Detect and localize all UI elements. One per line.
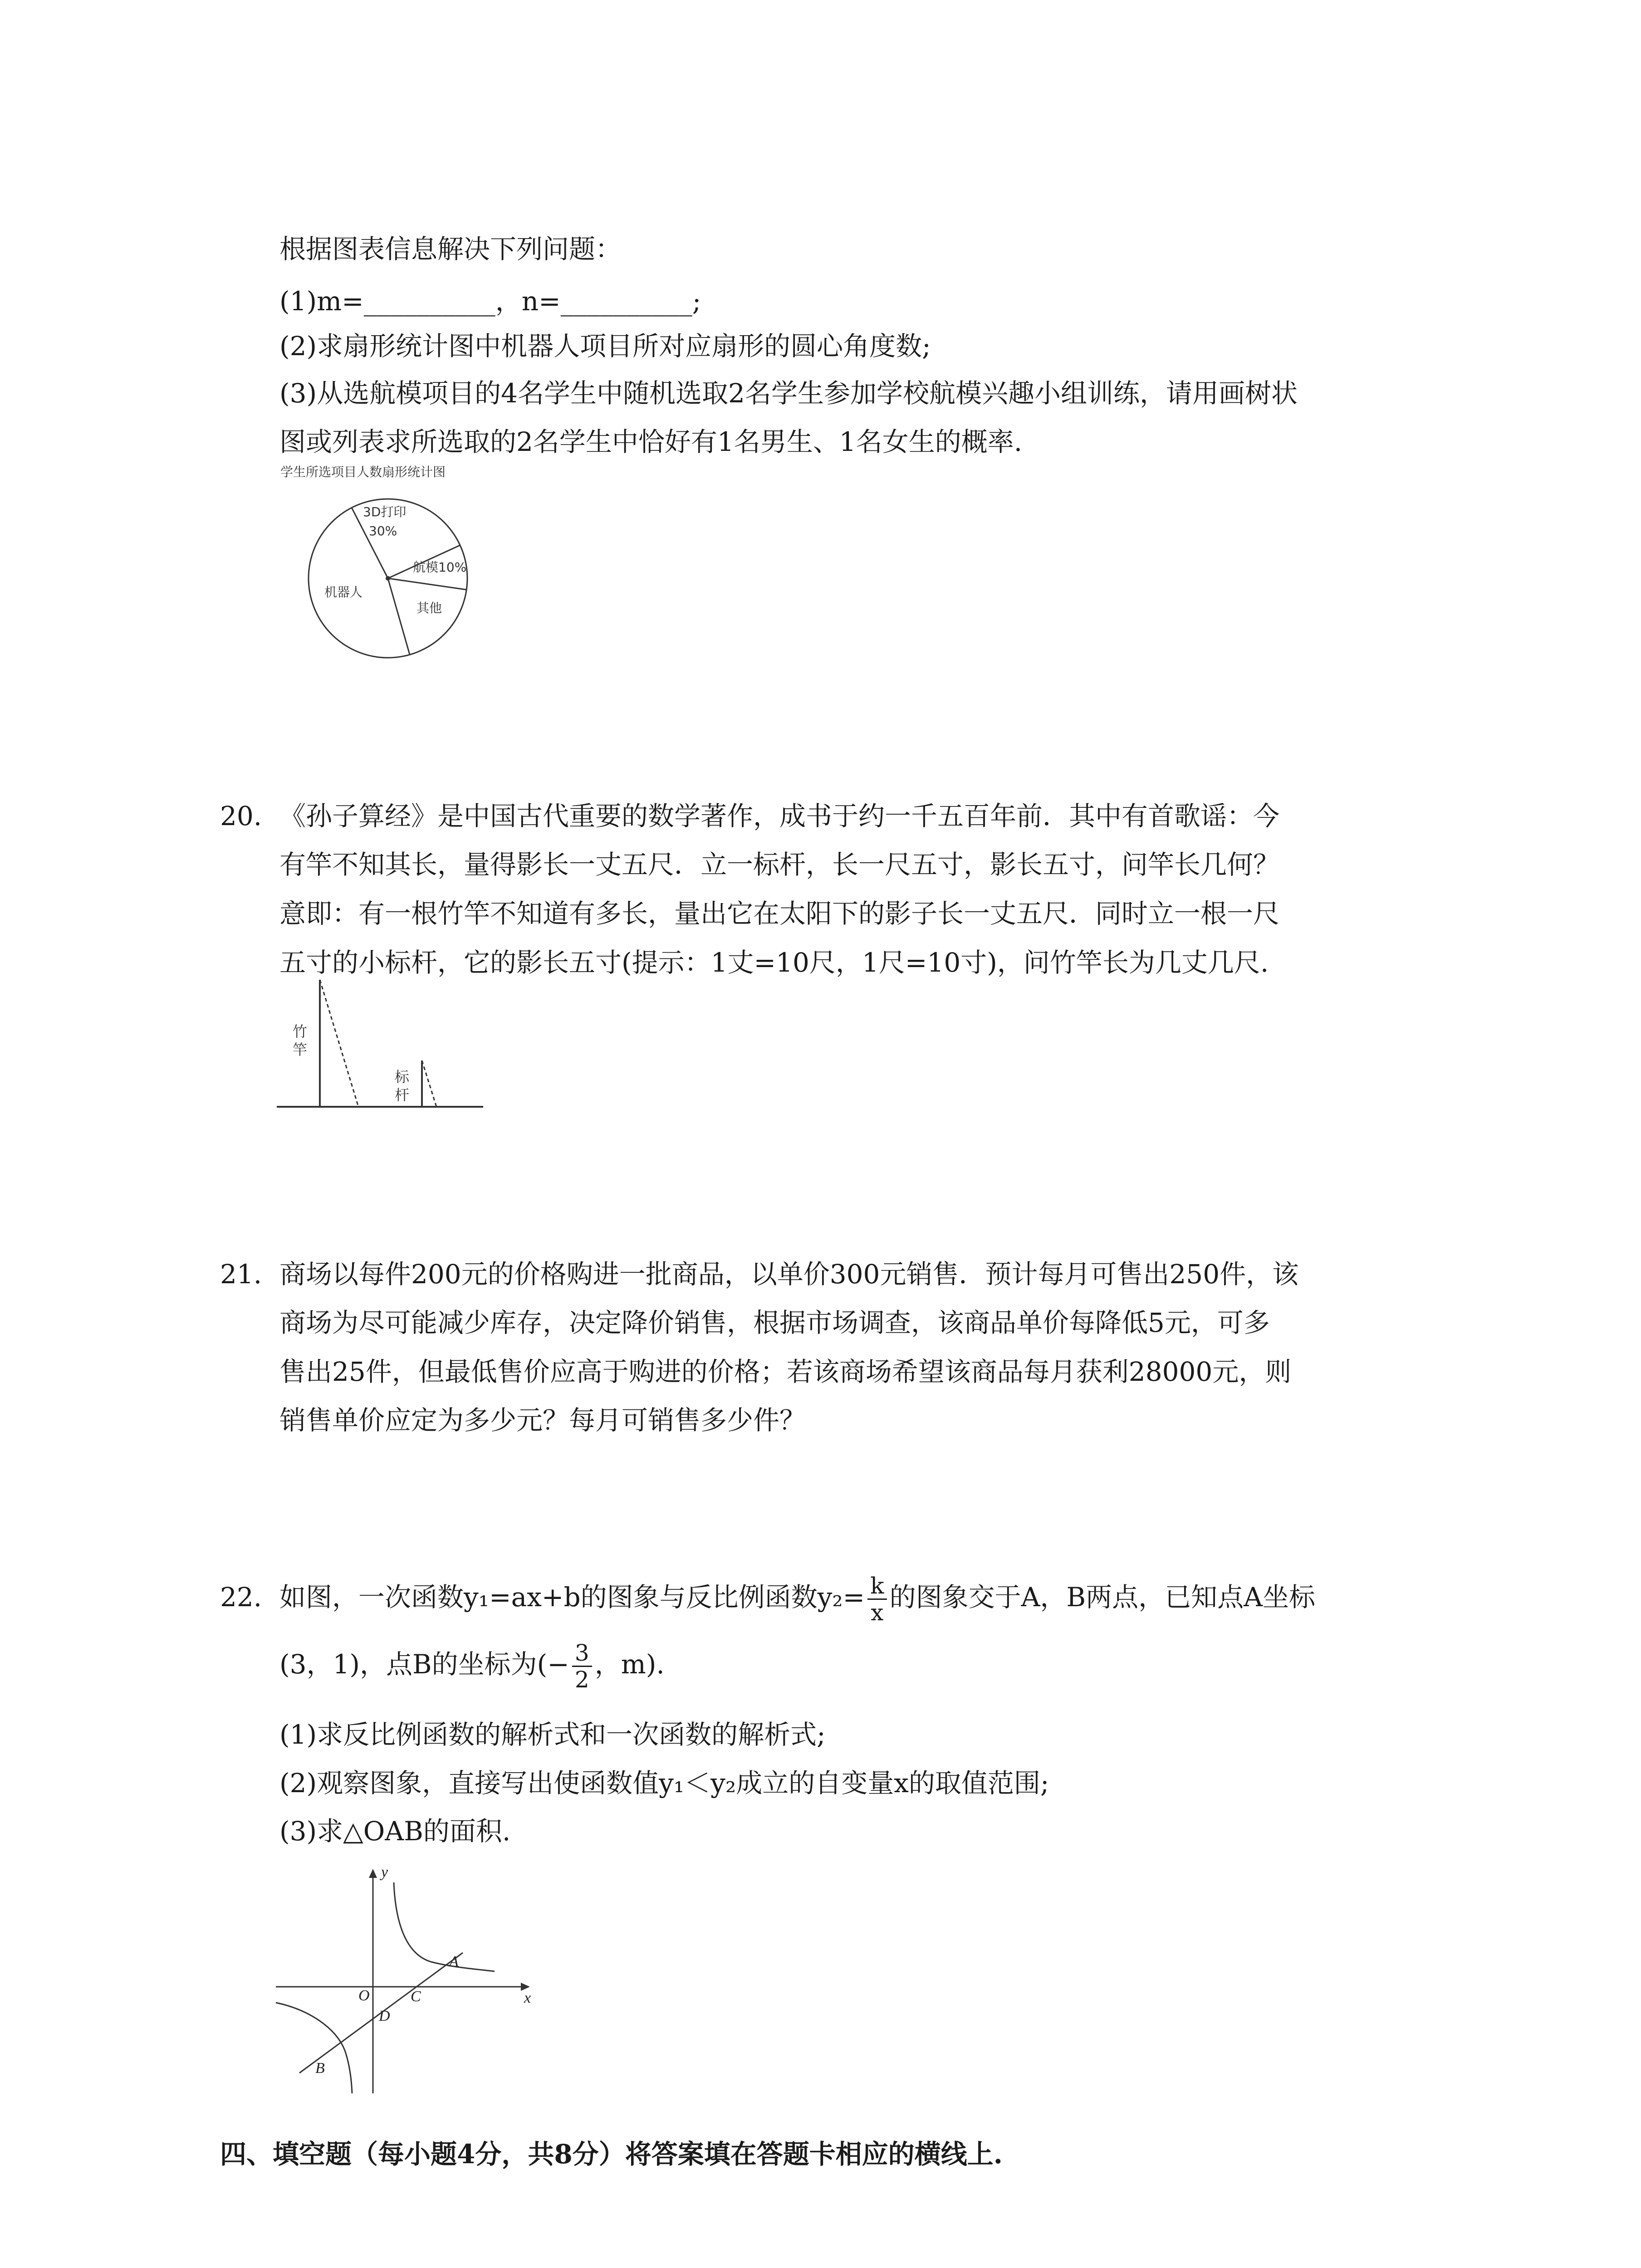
- pie-label-3d-pct: 30%: [369, 523, 397, 538]
- pie-chart-figure: [272, 458, 526, 667]
- label-origin: O: [358, 1987, 370, 2004]
- fraction-denominator: 2: [574, 1667, 589, 1693]
- q22-part3: (3)求△OAB的面积.: [279, 1816, 511, 1847]
- fraction-denominator: x: [871, 1599, 884, 1626]
- y-axis-arrow-icon: [369, 1869, 377, 1878]
- bamboo-shadow-ray: [320, 980, 358, 1107]
- pie-divider-other: [388, 578, 410, 655]
- q21-line2: 商场为尽可能减少库存，决定降价销售，根据市场调查，该商品单价每降低5元，可多: [279, 1307, 1270, 1338]
- q19-part1: (1)m=__________，n=__________;: [279, 286, 701, 317]
- label-point-d: D: [379, 2008, 390, 2024]
- q22-line1: [279, 1570, 1315, 1624]
- q22-line2: [279, 1637, 665, 1691]
- pie-chart-title: 学生所选项目人数扇形统计图: [280, 464, 446, 479]
- function-graph: [272, 1864, 544, 2100]
- label-point-a: A: [449, 1953, 459, 1970]
- label-x: x: [524, 1989, 531, 2006]
- fraction-3-over-2: [572, 1640, 592, 1692]
- fraction-numerator: 3: [572, 1640, 592, 1667]
- q21-number: 21.: [220, 1259, 262, 1290]
- q20-line2: 有竿不知其长，量得影长一丈五尺．立一标杆，长一尺五寸，影长五寸，问竿长几何？: [279, 849, 1280, 880]
- fraction-k-over-x: [867, 1573, 887, 1625]
- fraction-numerator: k: [867, 1573, 887, 1600]
- q20-line4: 五寸的小标杆，它的影长五寸(提示：1丈=10尺，1尺=10寸)，问竹竿长为几丈几尺.: [279, 947, 1269, 978]
- q22-line2-text-a: (3，1)，点B的坐标为(−: [279, 1649, 569, 1680]
- shadow-figure: [272, 971, 490, 1116]
- q22-number: 22.: [220, 1582, 262, 1613]
- pie-center: [386, 576, 390, 581]
- label-bamboo-1: 竹: [293, 1023, 308, 1040]
- label-point-c: C: [411, 1988, 421, 2005]
- hyperbola-branch-2: [276, 2003, 352, 2093]
- q21-line4: 销售单价应定为多少元？每月可销售多少件？: [279, 1405, 806, 1436]
- pie-label-3d: 3D打印: [363, 504, 407, 519]
- q22-part1: (1)求反比例函数的解析式和一次函数的解析式;: [279, 1719, 826, 1750]
- q22-line2-text-b: ，m).: [594, 1649, 665, 1680]
- q21-line1: 商场以每件200元的价格购进一批商品，以单价300元销售．预计每月可售出250件，该: [279, 1259, 1299, 1290]
- hyperbola-branch-1: [394, 1882, 495, 1971]
- pie-label-hangmo: 航模10%: [413, 560, 467, 575]
- label-y: y: [381, 1864, 388, 1881]
- q22-part2: (2)观察图象，直接写出使函数值y₁＜y₂成立的自变量x的取值范围;: [279, 1768, 1049, 1799]
- pie-label-other: 其他: [416, 601, 442, 616]
- q22-line1-text-b: 的图象交于A，B两点，已知点A坐标: [889, 1582, 1315, 1613]
- q20-line3: 意即：有一根竹竿不知道有多长，量出它在太阳下的影子长一丈五尺．同时立一根一尺: [279, 898, 1280, 929]
- q21-line3: 售出25件，但最低售价应高于购进的价格；若该商场希望该商品每月获利28000元，则: [279, 1356, 1292, 1387]
- label-bamboo-2: 竿: [293, 1041, 308, 1058]
- q19-part3-line1: (3)从选航模项目的4名学生中随机选取2名学生参加学校航模兴趣小组训练，请用画树状: [279, 378, 1298, 409]
- label-marker-1: 标: [395, 1068, 410, 1085]
- label-marker-2: 杆: [395, 1086, 410, 1104]
- q19-intro: 根据图表信息解决下列问题：: [279, 234, 622, 264]
- pie-label-robot: 机器人: [324, 585, 363, 600]
- q22-line1-text-a: 如图，一次函数y₁=ax+b的图象与反比例函数y₂=: [279, 1582, 865, 1613]
- q20-line1: 《孙子算经》是中国古代重要的数学著作，成书于约一千五百年前．其中有首歌谣：今: [279, 801, 1280, 831]
- q19-part3-line2: 图或列表求所选取的2名学生中恰好有1名男生、1名女生的概率.: [279, 426, 1023, 457]
- q20-number: 20.: [220, 801, 262, 831]
- label-point-b: B: [315, 2060, 325, 2077]
- pie-divider-hangmo: [388, 578, 466, 590]
- marker-shadow-ray: [422, 1061, 436, 1107]
- q19-part2: (2)求扇形统计图中机器人项目所对应扇形的圆心角度数;: [279, 331, 931, 362]
- section-4-heading: 四、填空题（每小题4分，共8分）将答案填在答题卡相应的横线上.: [220, 2139, 1003, 2170]
